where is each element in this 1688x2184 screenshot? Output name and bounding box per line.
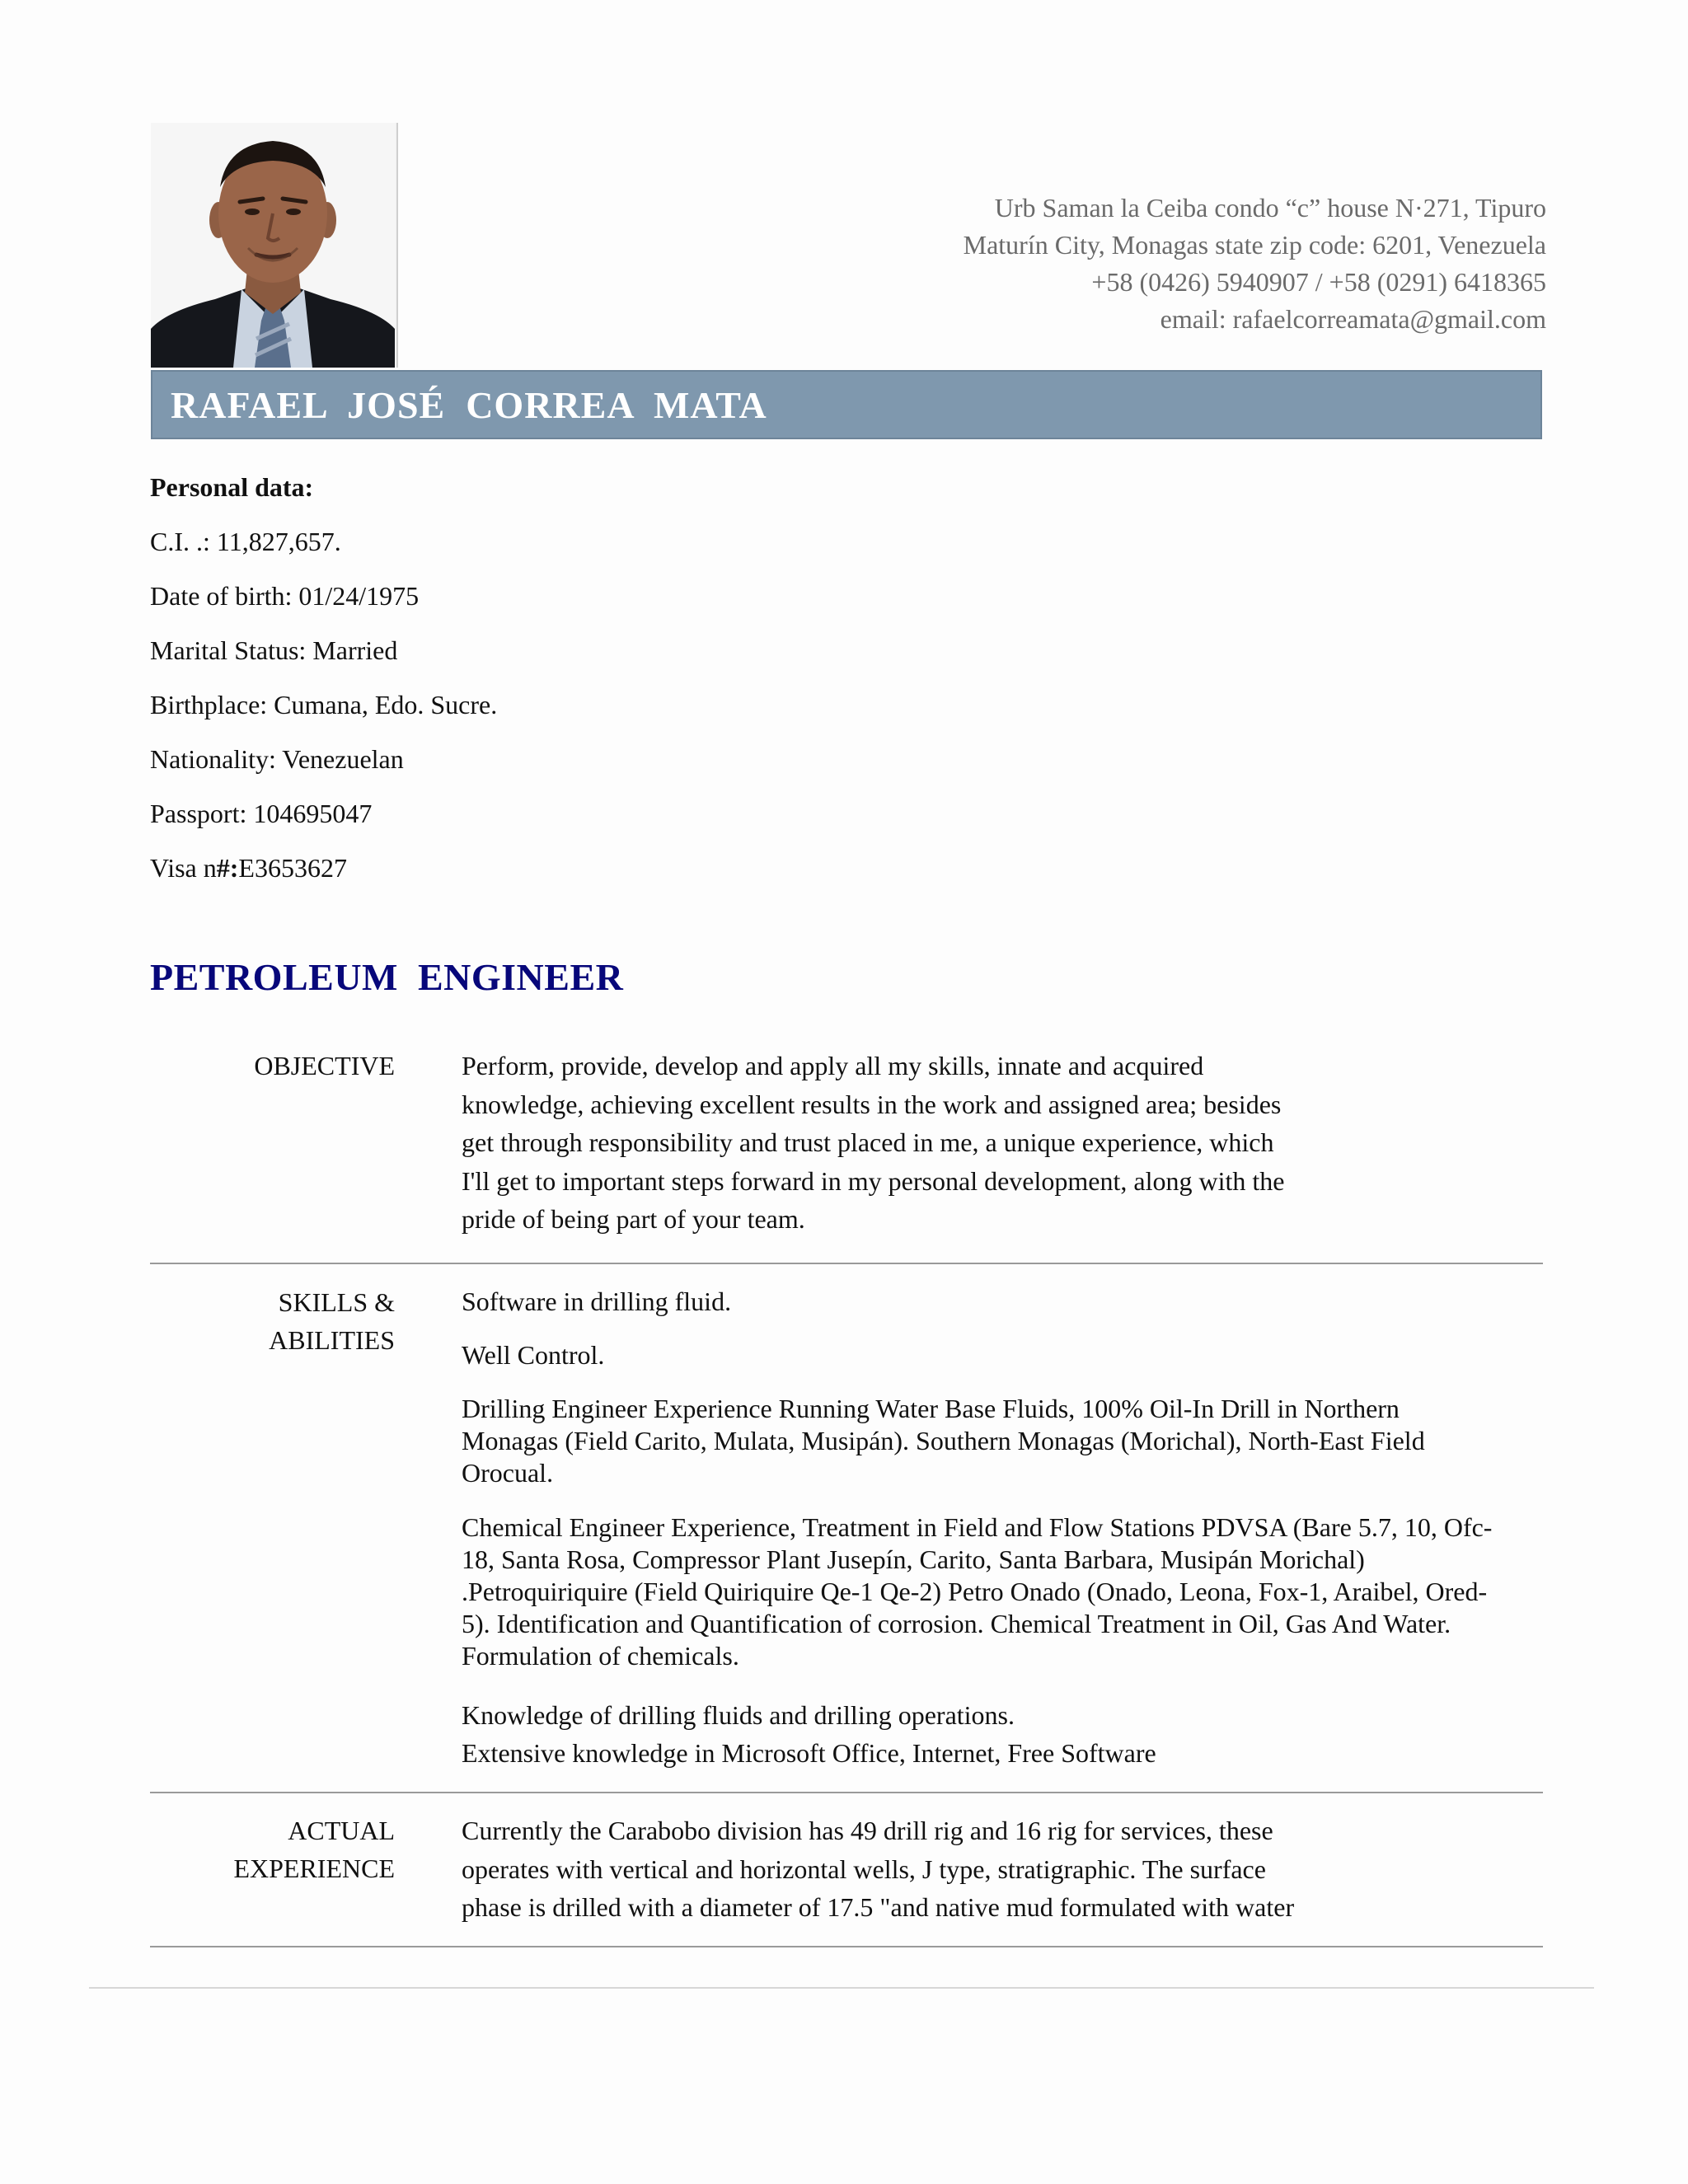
section-divider xyxy=(150,1263,1543,1264)
experience-line: phase is drilled with a diameter of 17.5 "and native mud formulated with water xyxy=(462,1892,1295,1922)
experience-text xyxy=(462,1811,1294,1927)
address-line-1: Urb Saman la Ceiba condo “c” house N·271, Tipuro xyxy=(994,193,1546,223)
skills-label-line-2: ABILITIES xyxy=(269,1325,395,1355)
skill-line: Drilling Engineer Experience Running Water Base Fluids, 100% Oil-In Drill in Northern xyxy=(462,1394,1400,1423)
skill-line: Extensive knowledge in Microsoft Office, Internet, Free Software xyxy=(462,1738,1156,1768)
date-of-birth-field: Date of birth: 01/24/1975 xyxy=(150,581,420,611)
skills-item-5 xyxy=(462,1696,1156,1772)
email-line: email: rafaelcorreamata@gmail.com xyxy=(1160,304,1546,334)
skill-line: Formulation of chemicals. xyxy=(462,1641,739,1671)
objective-line: knowledge, achieving excellent results in the work and assigned area; besides xyxy=(462,1089,1282,1119)
nationality-field: Nationality: Venezuelan xyxy=(150,744,404,774)
objective-label xyxy=(254,1047,395,1085)
experience-label-line-1: ACTUAL xyxy=(288,1816,395,1845)
skill-line: Orocual. xyxy=(462,1458,554,1488)
profile-photo xyxy=(151,123,398,368)
person-portrait-icon xyxy=(151,123,395,368)
objective-line: Perform, provide, develop and apply all my skills, innate and acquired xyxy=(462,1051,1204,1080)
ci-field: C.I. .: 11,827,657. xyxy=(150,527,341,556)
experience-label-line-2: EXPERIENCE xyxy=(233,1854,395,1883)
personal-data-section xyxy=(150,470,497,905)
visa-field xyxy=(150,851,497,905)
skills-label-line-1: SKILLS & xyxy=(278,1287,395,1317)
page-footer-line xyxy=(89,1987,1594,1989)
skills-item-4 xyxy=(462,1511,1492,1672)
skill-line: 18, Santa Rosa, Compressor Plant Jusepín, Carito, Santa Barbara, Musipán Morichal) xyxy=(462,1544,1365,1574)
name-banner xyxy=(151,370,1542,439)
skill-line: Monagas (Field Carito, Mulata, Musipán). Southern Monagas (Morichal), North-East Field xyxy=(462,1426,1425,1455)
job-title-heading: PETROLEUM ENGINEER xyxy=(150,956,624,998)
experience-line: operates with vertical and horizontal wells, J type, stratigraphic. The surface xyxy=(462,1854,1266,1884)
section-divider xyxy=(150,1946,1543,1947)
skill-line: .Petroquiriquire (Field Quiriquire Qe-1 Qe-2) Petro Onado (Onado, Leona, Fox-1, Araibel, Ored- xyxy=(462,1577,1488,1606)
section-divider xyxy=(150,1792,1543,1793)
objective-line: get through responsibility and trust placed in me, a unique experience, which xyxy=(462,1127,1274,1157)
personal-data-heading: Personal data: xyxy=(150,472,314,502)
full-name: RAFAEL JOSÉ CORREA MATA xyxy=(171,384,767,426)
skills-item-1 xyxy=(462,1286,731,1318)
experience-label xyxy=(233,1811,395,1887)
skills-item-3 xyxy=(462,1393,1425,1489)
objective-text xyxy=(462,1047,1284,1239)
birthplace-field: Birthplace: Cumana, Edo. Sucre. xyxy=(150,690,498,719)
skill-line: 5). Identification and Quantification of corrosion. Chemical Treatment in Oil, Gas And Water. xyxy=(462,1609,1451,1638)
skill-line: Knowledge of drilling fluids and drilling operations. xyxy=(462,1700,1015,1730)
address-line-2: Maturín City, Monagas state zip code: 6201, Venezuela xyxy=(963,230,1546,260)
experience-line: Currently the Carabobo division has 49 drill rig and 16 rig for services, these xyxy=(462,1816,1273,1845)
skills-label xyxy=(269,1283,395,1359)
skill-line: Chemical Engineer Experience, Treatment in Field and Flow Stations PDVSA (Bare 5.7, 10, Ofc- xyxy=(462,1512,1493,1542)
objective-label-text: OBJECTIVE xyxy=(254,1051,395,1080)
marital-status-field: Marital Status: Married xyxy=(150,635,398,665)
skills-item-2 xyxy=(462,1339,604,1371)
visa-label: Visa n xyxy=(150,853,217,883)
skill-line: Software in drilling fluid. xyxy=(462,1286,732,1316)
objective-line: pride of being part of your team. xyxy=(462,1204,805,1234)
skill-line: Well Control. xyxy=(462,1340,605,1370)
contact-address-block xyxy=(964,190,1546,338)
objective-line: I'll get to important steps forward in my personal development, along with the xyxy=(462,1165,1285,1196)
visa-value: E3653627 xyxy=(238,853,347,883)
visa-hash: #: xyxy=(216,853,239,883)
passport-field: Passport: 104695047 xyxy=(150,799,373,828)
phone-line: +58 (0426) 5940907 / +58 (0291) 6418365 xyxy=(1091,267,1546,297)
